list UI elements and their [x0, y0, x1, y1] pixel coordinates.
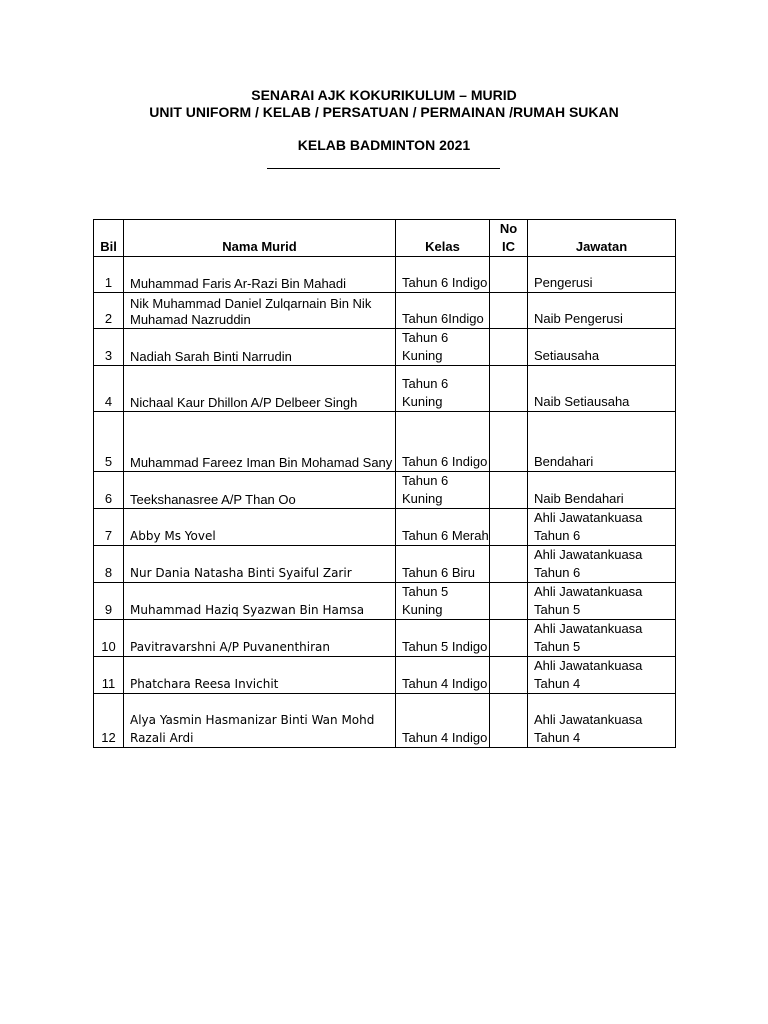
cell-jawatan: Ahli Jawatankuasa Tahun 6 — [528, 509, 676, 546]
cell-bil: 10 — [94, 620, 124, 657]
signature-line — [267, 168, 500, 169]
cell-noic — [490, 257, 528, 293]
cell-kelas: Tahun 6 Kuning — [396, 366, 490, 412]
cell-nama: Nur Dania Natasha Binti Syaiful Zarir — [124, 546, 396, 583]
cell-bil: 3 — [94, 329, 124, 366]
cell-bil: 1 — [94, 257, 124, 293]
cell-noic — [490, 412, 528, 472]
document-subtitle: UNIT UNIFORM / KELAB / PERSATUAN / PERMAINAN /RUMAH SUKAN — [149, 104, 619, 120]
table-row — [94, 412, 676, 472]
cell-nama: Nik Muhammad Daniel Zulqarnain Bin Nik Muhamad Nazruddin — [124, 293, 396, 329]
cell-noic — [490, 509, 528, 546]
cell-bil: 4 — [94, 366, 124, 412]
column-header-jawatan: Jawatan — [528, 220, 676, 257]
cell-jawatan: Naib Setiausaha — [528, 366, 676, 412]
cell-bil: 5 — [94, 412, 124, 472]
cell-jawatan: Naib Bendahari — [528, 472, 676, 509]
cell-jawatan: Bendahari — [528, 412, 676, 472]
cell-nama: Teekshanasree A/P Than Oo — [124, 472, 396, 509]
cell-kelas: Tahun 6Indigo — [396, 293, 490, 329]
cell-jawatan: Ahli Jawatankuasa Tahun 5 — [528, 620, 676, 657]
cell-bil: 6 — [94, 472, 124, 509]
cell-noic — [490, 694, 528, 748]
cell-nama: Pavitravarshni A/P Puvanenthiran — [124, 620, 396, 657]
cell-kelas: Tahun 6 Kuning — [396, 472, 490, 509]
column-header-kelas: Kelas — [396, 220, 490, 257]
table-row — [94, 366, 676, 412]
cell-bil: 2 — [94, 293, 124, 329]
cell-jawatan: Setiausaha — [528, 329, 676, 366]
cell-nama: Nichaal Kaur Dhillon A/P Delbeer Singh — [124, 366, 396, 412]
cell-noic — [490, 546, 528, 583]
club-title: KELAB BADMINTON 2021 — [297, 137, 471, 153]
table-row — [94, 329, 676, 366]
cell-nama: Muhammad Faris Ar-Razi Bin Mahadi — [124, 257, 396, 293]
cell-bil: 9 — [94, 583, 124, 620]
cell-nama: Muhammad Fareez Iman Bin Mohamad Sany — [124, 412, 396, 472]
cell-jawatan: Ahli Jawatankuasa Tahun 4 — [528, 694, 676, 748]
cell-nama: Nadiah Sarah Binti Narrudin — [124, 329, 396, 366]
cell-noic — [490, 657, 528, 694]
cell-noic — [490, 329, 528, 366]
cell-bil: 7 — [94, 509, 124, 546]
cell-bil: 8 — [94, 546, 124, 583]
cell-jawatan: Ahli Jawatankuasa Tahun 5 — [528, 583, 676, 620]
cell-kelas: Tahun 6 Indigo — [396, 257, 490, 293]
cell-jawatan: Ahli Jawatankuasa Tahun 4 — [528, 657, 676, 694]
cell-kelas: Tahun 6 Kuning — [396, 329, 490, 366]
cell-kelas: Tahun 6 Indigo — [396, 412, 490, 472]
table-row — [94, 694, 676, 748]
cell-kelas: Tahun 5 Kuning — [396, 583, 490, 620]
column-header-nama: Nama Murid — [124, 220, 396, 257]
cell-jawatan: Pengerusi — [528, 257, 676, 293]
cell-noic — [490, 620, 528, 657]
cell-kelas: Tahun 6 Merah — [396, 509, 490, 546]
cell-kelas: Tahun 4 Indigo — [396, 694, 490, 748]
table-row — [94, 509, 676, 546]
cell-nama: Alya Yasmin Hasmanizar Binti Wan Mohd Razali Ardi — [124, 694, 396, 748]
cell-kelas: Tahun 5 Indigo — [396, 620, 490, 657]
table-row — [94, 472, 676, 509]
cell-nama: Muhammad Haziq Syazwan Bin Hamsa — [124, 583, 396, 620]
table-row — [94, 583, 676, 620]
cell-nama: Phatchara Reesa Invichit — [124, 657, 396, 694]
committee-table — [93, 219, 676, 748]
document-title: SENARAI AJK KOKURIKULUM – MURID — [251, 87, 517, 103]
table-row — [94, 257, 676, 293]
table-header-row — [94, 220, 676, 257]
table-row — [94, 293, 676, 329]
table-row — [94, 546, 676, 583]
column-header-bil: Bil — [94, 220, 124, 257]
cell-noic — [490, 472, 528, 509]
table-row — [94, 657, 676, 694]
cell-jawatan: Naib Pengerusi — [528, 293, 676, 329]
cell-noic — [490, 366, 528, 412]
column-header-noic: No IC — [490, 220, 528, 257]
table-row — [94, 620, 676, 657]
cell-bil: 12 — [94, 694, 124, 748]
cell-kelas: Tahun 6 Biru — [396, 546, 490, 583]
cell-noic — [490, 293, 528, 329]
cell-nama: Abby Ms Yovel — [124, 509, 396, 546]
cell-kelas: Tahun 4 Indigo — [396, 657, 490, 694]
cell-noic — [490, 583, 528, 620]
cell-bil: 11 — [94, 657, 124, 694]
cell-jawatan: Ahli Jawatankuasa Tahun 6 — [528, 546, 676, 583]
